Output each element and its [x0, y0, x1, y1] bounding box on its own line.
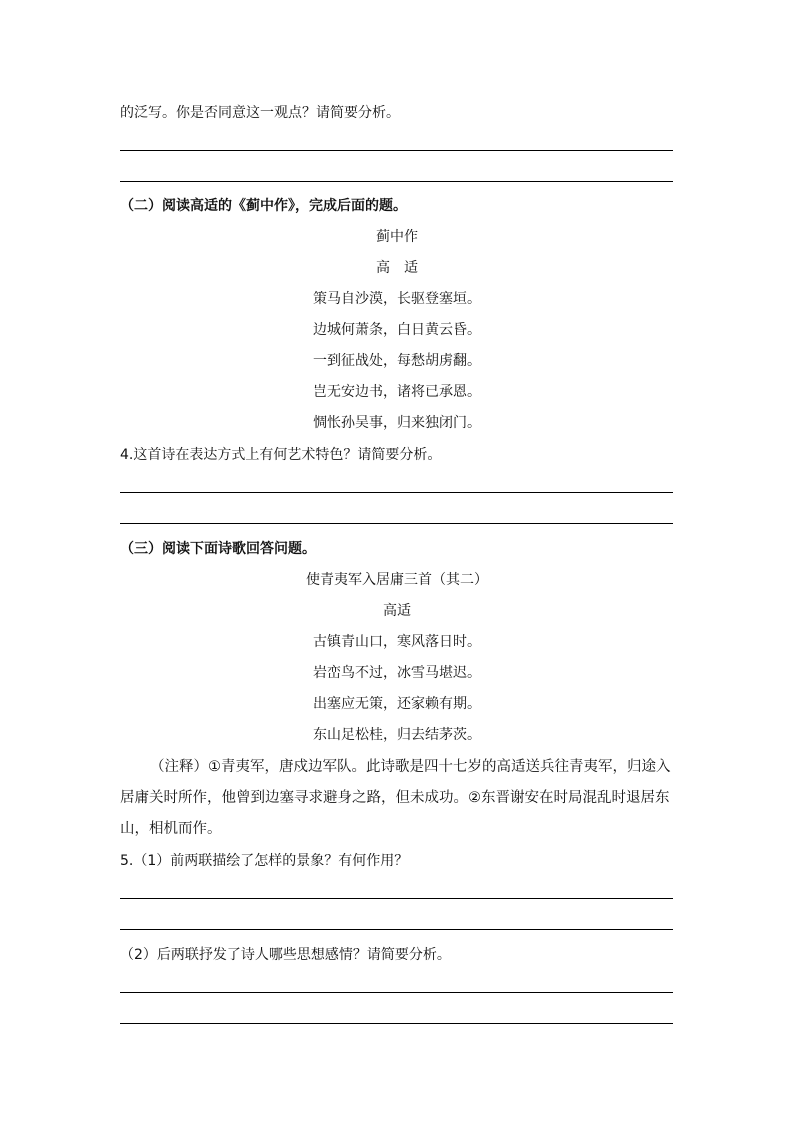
answer-line [120, 150, 673, 151]
poem-line: 边城何萧条，白日黄云昏。 [313, 322, 481, 338]
answer-line [120, 181, 673, 182]
answer-line [120, 492, 673, 493]
poem-author: 高适 [383, 603, 411, 619]
section-3-heading: （三）阅读下面诗歌回答问题。 [120, 541, 316, 557]
poem-line: 东山足松桂，归去结茅茨。 [313, 727, 481, 743]
poem-note: （注释）①青夷军，唐戍边军队。此诗歌是四十七岁的高适送兵往青夷军，归途入居庸关时所作，他曾到边塞寻求避身之路，但未成功。②东晋谢安在时局混乱时退居东山，相机而作。 [120, 759, 671, 837]
poem-line: 策马自沙漠，长驱登塞垣。 [313, 291, 481, 307]
answer-line [120, 898, 673, 899]
section-2-heading: （二）阅读高适的《蓟中作》，完成后面的题。 [120, 198, 407, 214]
poem-author: 高 适 [376, 260, 418, 276]
question-5-1: 5.（1）前两联描绘了怎样的景象？有何作用？ [120, 853, 409, 869]
poem-title: 使青夷军入居庸三首（其二） [306, 572, 488, 588]
poem-line: 出塞应无策，还家赖有期。 [313, 696, 481, 712]
answer-line [120, 1023, 673, 1024]
question-4: 4.这首诗在表达方式上有何艺术特色？请简要分析。 [120, 447, 442, 463]
answer-line [120, 992, 673, 993]
poem-line: 古镇青山口，寒风落日时。 [313, 634, 481, 650]
question-5-2: （2）后两联抒发了诗人哪些思想感情？请简要分析。 [120, 947, 451, 963]
poem-line: 岩峦鸟不过，冰雪马堪迟。 [313, 665, 481, 681]
poem-line: 惆怅孙吴事，归来独闭门。 [313, 415, 481, 431]
poem-title: 蓟中作 [376, 229, 418, 245]
poem-line: 岂无安边书，诸将已承恩。 [313, 384, 481, 400]
answer-line [120, 523, 673, 524]
answer-line [120, 929, 673, 930]
intro-question-tail: 的泛写。你是否同意这一观点？请简要分析。 [120, 105, 400, 121]
poem-line: 一到征战处，每愁胡虏翻。 [313, 353, 481, 369]
